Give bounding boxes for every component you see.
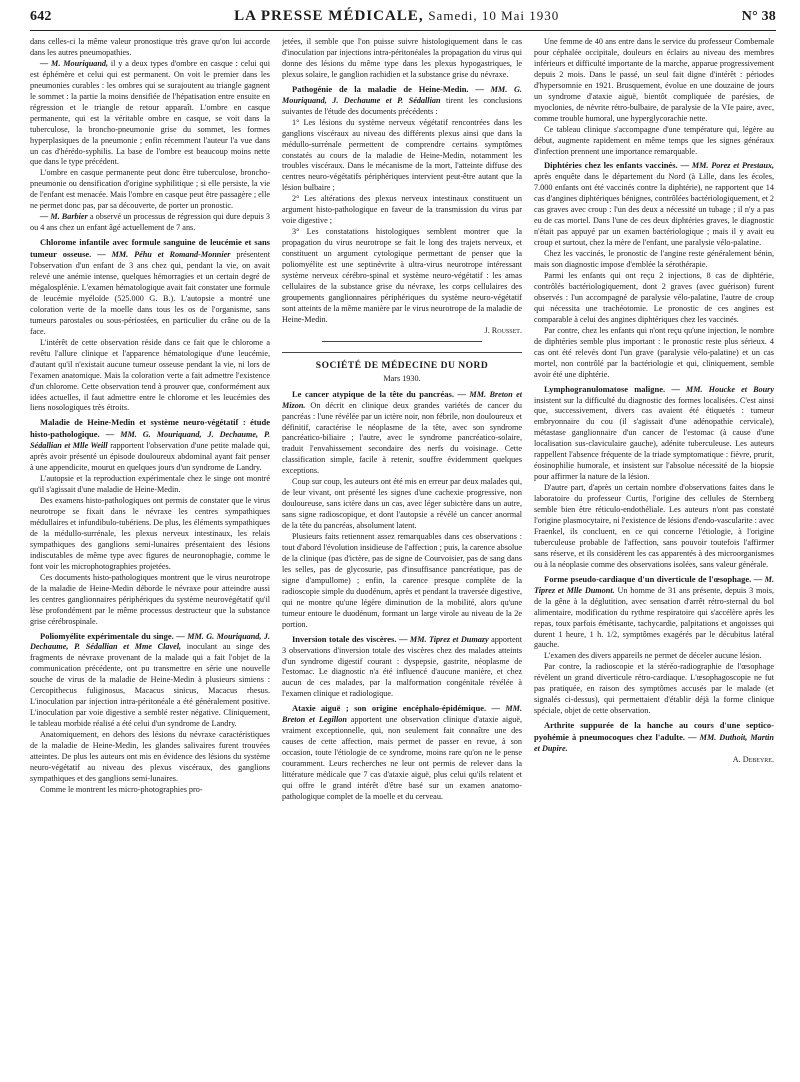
section-authors: MM. Breton et Mizon. xyxy=(282,389,522,410)
section-entry xyxy=(30,631,270,731)
section-text: insistent sur la difficulté du diagnostic des formes localisées. C'est ainsi que, successivement, divers cas avaient été étiquetés : tumeur embryonnaire du cou (il s'agissait d'une adénopathie cervicale), métastase ganglionnaire d'un cancer de l'estomac (à cause d'une localisation sus-claviculaire gauche), adénite tuberculeuse. Les auteurs rappellent l'absence fréquente de la triade symptomatique : fièvre, prurit, éosinophilie humorale, et insistent sur l'absolue nécessité de la biopsie pour affirmer la nature de la lésion. xyxy=(534,395,774,482)
author-name: — M. Barbier xyxy=(40,212,88,222)
paragraph: 2° Les altérations des plexus nerveux intestinaux constituent un argument histo-pathologique en faveur de la transmission du virus par voie digestive ; xyxy=(282,194,522,226)
section-heading: Le cancer atypique de la tête du pancréas. — xyxy=(292,388,466,399)
section-authors: MM. G. Mouriquand, J. Dechaume, P. Sédallian et Mlle Weill xyxy=(30,430,270,451)
section-authors: MM. Breton et Legillon xyxy=(282,704,522,725)
paragraph xyxy=(30,59,270,169)
section-heading: Chlorome infantile avec formule sanguine de leucémie et sans tumeur osseuse. — xyxy=(30,237,270,260)
paragraph: dans celles-ci la même valeur pronostique très grave qu'on lui accorde dans les autres pneumopathies. xyxy=(30,37,270,57)
section-text: apportent une observation clinique d'ataxie aiguë, vraiment exceptionnelle, qui, non seulement fait connaître une des causes de cette affection, mais permet de passer en revue, à son occasion, toute l'étiologie de ce syndrome, moins rare qu'on ne le pense couramment. Leurs recherches ne leur ont permis de relever dans la littérature médicale que 7 cas d'ataxie aiguë, plus celui qu'ils relatent et qui offre le grand intérêt d'être basé sur un examen anatomo-pathologique complet de la moelle et du cerveau. xyxy=(282,715,522,801)
section-heading: Lymphogranulomatose maligne. — xyxy=(544,383,680,394)
section-heading: Maladie de Heine-Medin et système neuro-végétatif : étude histo-pathologique. — xyxy=(30,417,270,440)
section-entry xyxy=(534,574,774,652)
paragraph: Plusieurs faits retiennent assez remarquables dans ces observations : tout d'abord l'évolution insidieuse de l'affection ; puis, la carence absolue de la clinique (pas d'ictère, pas de signe de Courvoisier, pas de sang dans les selles, pas de glycosurie, pas d'insuffisance pancréatique, pas de signe d'ampullome) ; enfin, la carence presque complète de la radioscopie simple du duodénum, après et pendant la traversée digestive, qui ne montre qu'une légère diminution de la mobilité, alors qu'une tumeur entoure le duodénum, formant un large virole au niveau de la 2e portion. xyxy=(282,532,522,629)
paragraph: Parmi les enfants qui ont reçu 2 injections, 8 cas de diphtérie, contrôlés bactériologiquement, dont 2 graves (avec guérison) furent observés : l'un accompagné de paralysie vélo-palatine, l'autre de croup qui nécessita une trachéotomie. Le pronostic de ces angines est comparable à celui des angines diphtériques chez les vaccinés. xyxy=(534,271,774,324)
section-entry xyxy=(282,389,522,478)
section-entry xyxy=(282,84,522,118)
section-authors: M. Tiprez et Mlle Dumont. xyxy=(534,574,774,595)
section-heading: Arthrite suppurée de la hanche au cours d'une septico-pyohémie à pneumocoques chez l'adulte. — xyxy=(534,720,774,743)
paragraph: Chez les vaccinés, le pronostic de l'angine reste généralement bénin, mais son diagnostic impose d'emblée la sérothérapie. xyxy=(534,249,774,270)
issue-number: N° 38 xyxy=(741,9,776,24)
paragraph: 1° Les lésions du système nerveux végétatif rencontrées dans les ganglions viscéraux au niveau des différents plexus ainsi que dans la médullo-surrénale permettent de comprendre certains symptômes constatés au cours de la maladie de Heine-Medin, notamment les troubles viscéraux. Dans le mécanisme de la mort, l'atteinte diffuse des centres neuro-végétatifs périphériques intervient peut-être autant que la lésion bulbaire ; xyxy=(282,117,522,193)
section-authors: MM. Péhu et Romand-Monnier xyxy=(105,250,231,260)
section-text: tirent les conclusions suivantes de l'étude des documents précédents : xyxy=(282,95,522,116)
journal-page xyxy=(30,8,776,1074)
paragraph: L'ombre en casque permanente peut donc être tuberculose, broncho-pneumonie ou densification d'origine syphilitique ; si elle persiste, la vie de l'enfant est menacée. Mais l'ombre en casque peut être passagère ; elle ne permet donc pas, par sa découverte, de porter un pronostic. xyxy=(30,168,270,211)
section-entry xyxy=(282,703,522,803)
paragraph: D'autre part, d'après un certain nombre d'observations faites dans le laboratoire du professeur Curtis, l'origine des cellules de Sternberg semble bien être réticulo-endothéliale. Les auteurs n'ont pas constaté l'origine plasmocytaire, ni l'existence de lésions d'endo-vascularite : avec Fraenkel, ils concluent, en ce qui concerne l'étiologie, à l'origine tuberculeuse probable de l'affection, sans pouvoir toutefois l'affirmer sans réserve, et ils considèrent les cas apparentés à des microorganismes ou à la néoplasie comme des observations isolées, sans valeur générale. xyxy=(534,483,774,569)
section-heading: Diphtéries chez les enfants vaccinés. — xyxy=(544,160,690,171)
society-title: SOCIÉTÉ DE MÉDECINE DU NORD xyxy=(282,352,522,372)
section-authors: MM. Duthoit, Martin et Dupire. xyxy=(534,733,774,754)
section-text: après enquête dans le département du Nord (à Lille, dans les écoles, 7.000 enfants ont été vaccinés contre la diphtérie), ne rapportent que 14 cas d'angines diphtériques bénignes, contrôlées bactériologiquement, et 2 cas graves avec croup : l'un des deux a nécessité un tubage ; il n'y a pas eu de cas mortel. Dans l'une de ces deux diphtéries graves, le diagnostic n'était pas appuyé par un examen bactériologique ; mais il y avait eu croup et surtout, chez la mère de l'enfant, une paralysie vélo-palatine. xyxy=(534,172,774,248)
paragraph: Des examens histo-pathologiques ont permis de constater que le virus neurotrope se fixait dans le névraxe les centres sympathiques médullaires et infundibulo-tubériens. De plus, les éléments sympathiques de la médullo-surrénale, les plexus nerveux intestinaux, les relais sympathiques des ganglions semi-lunaires présentaient des lésions indiscutables de même type avec figures de neuronophagie, comme le font voir les microphotographies projetées. xyxy=(30,496,270,571)
section-entry xyxy=(282,634,522,701)
paragraph: Ces documents histo-pathologiques montrent que le virus neurotrope de la maladie de Heine-Medin déborde le névraxe pour atteindre aussi les centres ganglionnaires périphériques du système neurovégétatif qu'il lèse profondément par le même processus destructeur que la substance grise cérébrospinale. xyxy=(30,572,270,626)
section-entry xyxy=(30,417,270,474)
paragraph: L'examen des divers appareils ne permet de déceler aucune lésion. xyxy=(544,651,762,661)
journal-title: LA PRESSE MÉDICALE, xyxy=(234,8,424,24)
section-text: inoculant au singe des fragments de névraxe provenant de la malade qui a fait l'objet de la communication précédente, ont pu transmettre en série une nouvelle souche de virus de la maladie de Heine-Medin à plusieurs simiens : Cercopithecus fuliginosus, Macacus sinicus, Macacus rhesus. L'inoculation par injection intra-péritonéale a été généralement positive. L'inoculation par voie digestive a semblé rester négative. Cliniquement, le tableau morbide réalisé a été celui d'un syndrome de Landry. xyxy=(30,642,270,729)
signature: J. Rousset. xyxy=(484,325,522,335)
paragraph: Par contre, la radioscopie et la stéréo-radiographie de l'œsophage révèlent un grand diverticule rétro-cardiaque. L'œsophagoscopie ne fut pas pratiquée, en raison des symptômes accusés par le malade (et signalés ci-dessus), qui permettaient d'établir déjà la forme clinique spéciale, objet de cette observation. xyxy=(534,662,774,716)
section-entry xyxy=(534,384,774,484)
divider xyxy=(322,341,482,342)
section-text: Un homme de 31 ans présente, depuis 3 mois, de la gêne à la déglutition, avec sensation d'arrêt rétro-sternal du bol alimentaire, modification du rythme respiratoire qui s'accélère après les repas, toux parfois émétisante, tachycardie, palpitations et angoisses qui durent 1 heure, 1 h. 1/2, symptômes exagérés par le décubitus latéral gauche. xyxy=(534,585,774,650)
section-text: On décrit en clinique deux grandes variétés de cancer du pancréas : l'une révélée par un ictère noir, non fébrile, non douloureux et définitif, caractérise le néoplasme de la tête, avec son syndrome pancréatico-biliaire ; l'autre, avec le syndrome pancréatico-solaire, traduit l'envahissement secondaire des nerfs du voisinage. Cette classification simple, facile à retenir, souffre évidemment quelques exceptions. xyxy=(282,400,522,476)
section-authors: MM. G. Mouriquand, J. Dechaume et P. Sédallian xyxy=(282,84,522,105)
section-authors: MM. Tiprez et Dumazy xyxy=(407,634,489,644)
paragraph: Une femme de 40 ans entre dans le service du professeur Combemale pour céphalée occipitale, douleurs en éclairs au niveau des membres inférieurs et difficulté importante de la marche, apparue progressivement depuis 2 mois. Dans le passé, un seul fait digne d'intérêt : périodes d'hypersomnie en 1921. Brusquement, évolue en une douzaine de jours un syndrome d'ataxie aiguë, bientôt compliquée de parésies, de myoclonies, de névrite rétro-bulbaire, de paralysie de la VIe paire, avec, comme trouble humoral, une hyperglycorachie nette. xyxy=(534,37,774,123)
column-middle xyxy=(282,37,522,1067)
section-heading: Forme pseudo-cardiaque d'un diverticule de l'œsophage. — xyxy=(544,573,763,584)
page-number: 642 xyxy=(30,9,52,24)
paragraph xyxy=(30,212,270,234)
paragraph-text: a observé un processus de régression qui dure depuis 3 ou 4 ans chez un enfant âgé actuellement de 7 ans. xyxy=(30,212,270,233)
article-columns xyxy=(30,37,776,1067)
page-header xyxy=(30,8,776,31)
signature: A. Debeyre. xyxy=(732,755,774,764)
section-entry xyxy=(30,237,270,338)
paragraph: 3° Les constatations histologiques semblent montrer que la propagation du virus neurotrope se fait le long des trajets nerveux, et constituent un argument cytologique permettant de penser que la poliomyélite est une septinévrite à ultra-virus neurotrope intéressant système nerveux cérébro-spinal et système neuro-végétatif : les amas cellulaires de la substance grise du névraxe, les corps cellulaires des groupements ganglionnaires périphériques du système neuro-végétatif sont atteints de la même manière par le virus neurotrope de la maladie de Heine-Medin. xyxy=(282,227,522,324)
paragraph-text: il y a deux types d'ombre en casque : celui qui est éphémère et celui qui est permanent. On voit le premier dans les pneumonies curables : les ombres qui se surajoutent au triangle gagnent le sommet : la partie la moins densifiée de l'hépatisation entre ensuite en régression et le triangle de retour apparaît. L'ombre en casque permanente, qui est la véritable ombre en casque, se voit dans la tuberculose, la broncho-pneumonie grise du sommet, les formes hyperplasiques de la pneumonie ; enfin récemment l'auteur l'a vue dans un cas d'hérédo-syphilis. La base de l'ombre est beaucoup moins nette que dans le type précédent. xyxy=(30,58,270,167)
section-text: présentent l'observation d'un enfant de 3 ans chez qui, pendant la vie, on avait relevé une anémie intense, quelques hémorragies et un certain degré de mégalosplénie. L'examen hématologique avait fait constater une formule de leucémie myéloïde (525.000 G. B.). L'autopsie a montré une coloration verte de la moelle dans tous les os de l'organisme, sans tumeurs parostales ou sous-périostées, en particulier du crâne ou de la face. xyxy=(30,250,270,336)
paragraph: L'intérêt de cette observation réside dans ce fait que le chlorome a revêtu l'allure clinique et l'apparence hématologique d'une leucémie, d'autant qu'il n'existait aucune tumeur osseuse pendant la vie, ni lors de l'examen anatomique. Mais la coloration verte a fait admettre l'existence d'un chlorome. Cette observation tend à prouver que, conformément aux idées actuelles, il faut admettre entre le chlorome et les leucémies des liens nosologiques très étroits. xyxy=(30,337,270,413)
section-authors: MM. G. Mouriquand, J. Dechaume, P. Sédallian et Mme Clavel, xyxy=(30,631,270,652)
section-heading: Pathogénie de la maladie de Heine-Medin. — xyxy=(292,83,484,94)
section-authors: MM. Porez et Prestaux, xyxy=(689,161,774,171)
paragraph: jetées, il semble que l'on puisse suivre histologiquement dans le cas d'inoculation par injections intra-péritonéales la propagation du virus qui donne des lésions du même type dans les plexus hypogastriques, le plexus solaire, le ganglion rachidien et la substance grise du névraxe. xyxy=(282,37,522,79)
paragraph: Comme le montrent les micro-photographies pro- xyxy=(40,784,203,794)
issue-date: Samedi, 10 Mai 1930 xyxy=(428,8,560,23)
paragraph: Coup sur coup, les auteurs ont été mis en erreur par deux malades qui, de leur vivant, ont présenté les signes d'une cachexie progressive, non douloureuse, sans ictère dans un cas, avec léger subictère dans un autre, sans signe radioscopique, et dont l'autopsie a révélé un cancer anormal de la tête du pancréas, absolument latent. xyxy=(282,477,522,531)
society-date: Mars 1930. xyxy=(383,373,421,383)
column-right xyxy=(534,37,774,1067)
author-name: — M. Mouriquand, xyxy=(40,58,109,68)
paragraph: Par contre, chez les enfants qui n'ont reçu qu'une injection, le nombre de diphtéries semble plus important : le pronostic reste plus sérieux. 4 cas ont été relevés dont l'un grave (paralysie vélo-palatine) et un cas mortel, non contrôlé par la bactériologie et qui, cliniquement, semble avoir été une diphtérie. xyxy=(534,325,774,379)
section-entry xyxy=(534,720,774,755)
paragraph: Ce tableau clinique s'accompagne d'une température qui, légère au début, augmente rapidement en même temps que les signes généraux d'infection prennent une importance remarquable. xyxy=(534,124,774,156)
column-left xyxy=(30,37,270,1067)
section-heading: Inversion totale des viscères. — xyxy=(292,633,408,644)
section-text: rapportent l'observation d'une petite malade qui, après avoir présenté un épisode douloureux abdominal ayant fait penser à une appendicite, mourut en quelques jours d'un syndrome de Landry. xyxy=(30,441,270,473)
journal-header-title xyxy=(234,8,559,25)
paragraph: Anatomiquement, en dehors des lésions du névraxe caractéristiques de la maladie de Heine-Medin, les glandes salivaires furent trouvées atteintes. De plus les auteurs ont mis en évidence des lésions du système neuro-végétatif au niveau des plexus viscéraux, des ganglions sympathiques et des ganglions semi-lunaires. xyxy=(30,730,270,783)
section-heading: Ataxie aiguë ; son origine encéphalo-épidémique. — xyxy=(292,703,501,714)
section-authors: MM. Houcke et Boury xyxy=(679,384,774,394)
section-entry xyxy=(534,160,774,249)
section-text: apportent 3 observations d'inversion totale des viscères chez des malades atteints d'un syndrome digestif courant : dyspepsie, gastrite, néoplasme de l'estomac. Le diagnostic n'a été influencé d'aucune manière, et chez aucun de ces malades, par la malformation congénitale révélée à l'examen clinique et radiologique. xyxy=(282,634,522,699)
section-heading: Poliomyélite expérimentale du singe. — xyxy=(40,630,185,641)
paragraph: L'autopsie et la reproduction expérimentale chez le singe ont montré qu'il s'agissait d'une maladie de Heine-Medin. xyxy=(30,474,270,495)
